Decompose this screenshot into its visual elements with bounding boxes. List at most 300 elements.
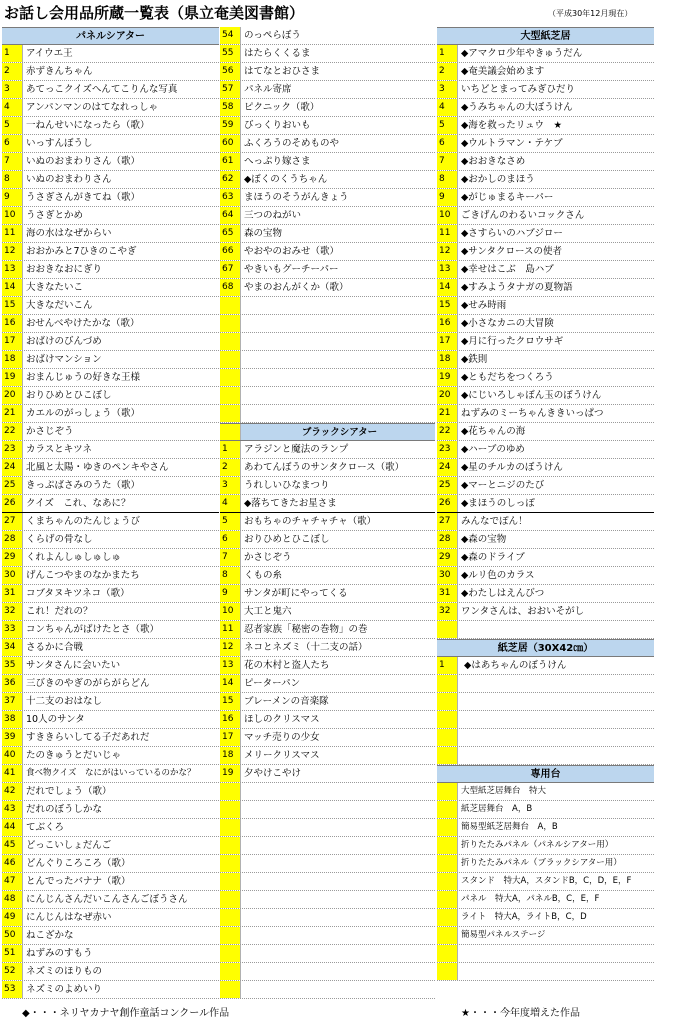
item-title <box>458 693 654 710</box>
list-item <box>437 891 654 909</box>
list-item <box>220 549 435 567</box>
item-title: ライト 特大A，ライトB，C，D <box>461 912 587 922</box>
item-title: おもちゃのチャチャチャ（歌） <box>244 516 377 527</box>
item-number: 6 <box>437 135 458 152</box>
item-title: ◆がじゅまるキーパー <box>461 192 554 203</box>
item-title: ワンタさんは、おおいそがし <box>461 606 585 617</box>
item-number: 55 <box>220 45 241 62</box>
item-title: やおやのおみせ（歌） <box>244 246 340 257</box>
list-item <box>437 441 654 459</box>
item-title: ◆森の宝物 <box>461 534 507 545</box>
item-number: 19 <box>2 369 23 386</box>
item-number <box>437 891 458 908</box>
item-number <box>437 621 458 638</box>
item-number: 24 <box>437 459 458 476</box>
list-item <box>220 63 435 81</box>
list-item <box>2 621 219 639</box>
item-number <box>220 963 241 980</box>
item-title: カエルのがっしょう（歌） <box>26 408 141 419</box>
list-item <box>2 765 219 783</box>
item-number: 2 <box>437 63 458 80</box>
item-title: ◆奄美議会始めます <box>461 66 545 77</box>
list-item <box>437 405 654 423</box>
item-number: 2 <box>2 63 23 80</box>
list-item <box>220 639 435 657</box>
item-number: 57 <box>220 81 241 98</box>
list-item <box>437 99 654 117</box>
blank-row <box>220 909 435 927</box>
item-title: おおきなおにぎり <box>26 264 103 275</box>
item-number: 22 <box>2 423 23 440</box>
item-number: 20 <box>2 387 23 404</box>
section-title: ブラックシアター <box>241 424 435 440</box>
item-number: 61 <box>220 153 241 170</box>
item-title: コンちゃんがばけたとさ（歌） <box>26 624 160 635</box>
list-item <box>2 603 219 621</box>
blank-row <box>220 297 435 315</box>
list-item <box>2 315 219 333</box>
item-title: すききらいしてる子だあれだ <box>26 732 150 743</box>
item-title <box>458 963 654 980</box>
list-item <box>2 441 219 459</box>
item-number: 29 <box>437 549 458 566</box>
list-item <box>437 81 654 99</box>
item-title: ◆わたしはえんびつ <box>461 588 545 599</box>
item-number: 28 <box>437 531 458 548</box>
blank-row <box>437 963 654 981</box>
list-item <box>2 783 219 801</box>
item-number: 15 <box>220 693 241 710</box>
list-item <box>437 225 654 243</box>
item-number: 56 <box>220 63 241 80</box>
list-item <box>2 675 219 693</box>
item-number: 16 <box>220 711 241 728</box>
list-item <box>437 927 654 945</box>
item-title: 三つのねがい <box>244 210 302 221</box>
item-title: これ！だれの？ <box>26 606 93 617</box>
list-item <box>437 351 654 369</box>
list-item <box>220 621 435 639</box>
item-title: とんでったバナナ（歌） <box>26 876 131 887</box>
item-title: ◆小さなカニの大冒険 <box>461 318 554 329</box>
item-number <box>220 783 241 800</box>
item-number: 26 <box>2 495 23 512</box>
list-item <box>437 189 654 207</box>
item-number: 31 <box>437 585 458 602</box>
blank-row <box>437 711 654 729</box>
item-title <box>241 315 435 332</box>
item-number: 5 <box>2 117 23 134</box>
list-item <box>2 657 219 675</box>
list-item <box>437 837 654 855</box>
item-title <box>241 783 435 800</box>
item-title: ◆月に行ったクロウサギ <box>461 336 564 347</box>
list-item <box>2 279 219 297</box>
list-item <box>2 405 219 423</box>
item-number: 15 <box>437 297 458 314</box>
list-item <box>220 567 435 585</box>
item-number: 24 <box>2 459 23 476</box>
list-item <box>220 693 435 711</box>
item-number <box>220 873 241 890</box>
item-title: ◆幸せはこぶ 島ハブ <box>461 264 554 275</box>
blank-row <box>220 855 435 873</box>
item-number: 17 <box>437 333 458 350</box>
list-item <box>2 711 219 729</box>
item-number: 29 <box>2 549 23 566</box>
item-number: 11 <box>2 225 23 242</box>
item-number: 46 <box>2 855 23 872</box>
item-title: げんこつやまのなかまたち <box>26 570 140 581</box>
item-title <box>241 801 435 818</box>
item-number: 12 <box>437 243 458 260</box>
item-number: 6 <box>220 531 241 548</box>
item-number: 3 <box>220 477 241 494</box>
item-number: 41 <box>2 765 23 782</box>
item-number: 1 <box>437 657 458 674</box>
item-number: 5 <box>220 513 241 530</box>
item-number: 10 <box>2 207 23 224</box>
list-item <box>2 225 219 243</box>
item-title: かさじぞう <box>26 426 74 437</box>
list-item <box>2 117 219 135</box>
list-item <box>437 207 654 225</box>
item-number <box>220 369 241 386</box>
item-title: ネズミのほりもの <box>26 966 103 977</box>
list-item <box>2 927 219 945</box>
list-item <box>220 153 435 171</box>
list-item <box>220 117 435 135</box>
item-title <box>241 351 435 368</box>
item-number: 45 <box>2 837 23 854</box>
item-number: 44 <box>2 819 23 836</box>
item-title: まほうのそうがんきょう <box>244 192 349 203</box>
item-title: へっぷり嫁さま <box>244 156 311 167</box>
list-item <box>2 153 219 171</box>
list-item <box>437 855 654 873</box>
list-item <box>220 675 435 693</box>
item-number: 7 <box>437 153 458 170</box>
item-number <box>437 675 458 692</box>
item-number <box>220 819 241 836</box>
list-item <box>220 45 435 63</box>
list-item <box>2 189 219 207</box>
item-title <box>241 369 435 386</box>
list-item <box>2 99 219 117</box>
item-number <box>220 351 241 368</box>
panel-theater-column <box>2 27 219 999</box>
list-item <box>220 81 435 99</box>
item-number: 2 <box>220 459 241 476</box>
list-item <box>437 567 654 585</box>
item-number <box>437 945 458 962</box>
item-title: 大きなたいこ <box>26 282 84 293</box>
item-number: 17 <box>2 333 23 350</box>
item-number: 50 <box>2 927 23 944</box>
list-item <box>220 441 435 459</box>
blank-row <box>437 729 654 747</box>
page-title: お話し会用品所蔵一覧表（県立奄美図書館） <box>4 4 305 22</box>
item-title <box>458 729 654 746</box>
list-item <box>437 387 654 405</box>
item-number: 65 <box>220 225 241 242</box>
list-item <box>2 639 219 657</box>
item-number: 48 <box>2 891 23 908</box>
item-number: 14 <box>2 279 23 296</box>
item-title: 折りたたみパネル（パネルシアター用） <box>461 840 614 850</box>
item-title: ◆森のドライブ <box>461 552 525 563</box>
list-item <box>437 801 654 819</box>
item-title: アンパンマンのはてなれっしゃ <box>26 102 158 113</box>
item-title: ピクニック（歌） <box>244 102 320 113</box>
item-number: 49 <box>2 909 23 926</box>
item-title: ピーターパン <box>244 678 301 689</box>
item-title: くまちゃんのたんじょうび <box>26 516 141 527</box>
item-title: くもの糸 <box>244 570 283 581</box>
list-item <box>437 783 654 801</box>
item-number: 36 <box>2 675 23 692</box>
list-item <box>2 171 219 189</box>
item-number: 9 <box>437 189 458 206</box>
item-number: 40 <box>2 747 23 764</box>
item-title: ◆すみようタナガの夏物語 <box>461 282 573 293</box>
item-title: だれのぼうしかな <box>26 804 103 815</box>
item-title: ◆ハーブのゆめ <box>461 444 525 455</box>
item-number: 14 <box>220 675 241 692</box>
list-item <box>2 477 219 495</box>
item-title: スタンド 特大A，スタンドB，C，D，E，F <box>461 876 632 886</box>
item-title: ◆おおきなさめ <box>461 156 526 167</box>
item-title: 食べ物クイズ なにがはいっているのかな？ <box>26 768 196 778</box>
blank-row <box>220 891 435 909</box>
item-number: 21 <box>437 405 458 422</box>
list-item <box>2 549 219 567</box>
item-number <box>220 945 241 962</box>
item-title: ◆おかしのまほう <box>461 174 535 185</box>
item-title: ほしのクリスマス <box>244 714 320 725</box>
item-number <box>220 981 241 998</box>
item-title: ◆マーとニジのたび <box>461 480 545 491</box>
item-title <box>241 891 435 908</box>
item-title: うれしいひなまつり <box>244 480 330 491</box>
item-title: くれよんしゅしゅしゅ <box>26 552 122 563</box>
blank-row <box>220 963 435 981</box>
item-title: ◆さすらいのハブジロー <box>461 228 563 239</box>
item-number: 43 <box>2 801 23 818</box>
item-number <box>437 693 458 710</box>
item-number <box>437 927 458 944</box>
item-title: あてっこクイズへんてこりんな写真 <box>26 84 178 95</box>
list-item <box>2 873 219 891</box>
item-title: ふくろうのそめものや <box>244 138 340 149</box>
item-title: 北風と太陽・ゆきのペンキやさん <box>26 462 169 473</box>
list-item <box>220 135 435 153</box>
blank-row <box>220 873 435 891</box>
item-number: 17 <box>220 729 241 746</box>
item-title <box>241 927 435 944</box>
item-number <box>437 711 458 728</box>
item-number: 25 <box>437 477 458 494</box>
item-title: マッチ売りの少女 <box>244 732 320 743</box>
list-item <box>2 513 219 531</box>
section-header-black-theater <box>220 423 435 441</box>
item-title <box>241 387 435 404</box>
item-title: やきいもグーチーパー <box>244 264 339 275</box>
list-item <box>220 513 435 531</box>
list-item <box>437 549 654 567</box>
item-title: 忍者家族「秘密の巻物」の巻 <box>244 624 368 635</box>
list-item <box>2 693 219 711</box>
item-number: 30 <box>2 567 23 584</box>
item-number <box>437 819 458 836</box>
item-number: 19 <box>220 765 241 782</box>
item-number: 32 <box>437 603 458 620</box>
list-item <box>2 801 219 819</box>
list-item <box>2 891 219 909</box>
item-number: 66 <box>220 243 241 260</box>
list-item <box>2 531 219 549</box>
item-title: たのきゅうとだいじゃ <box>26 750 122 761</box>
item-title: にんじんさんだいこんさんごぼうさん <box>26 894 188 905</box>
item-number: 23 <box>437 441 458 458</box>
item-title: さるかに合戦 <box>26 642 84 653</box>
item-number: 53 <box>2 981 23 998</box>
item-number <box>220 333 241 350</box>
item-number: 64 <box>220 207 241 224</box>
item-title: どっこいしょだんご <box>26 840 112 851</box>
list-item <box>2 855 219 873</box>
item-title: 海の水はなぜからい <box>26 228 112 239</box>
list-item <box>437 819 654 837</box>
item-title: いちどとまってみぎひだり <box>461 84 576 95</box>
list-item <box>437 603 654 621</box>
item-number: 13 <box>437 261 458 278</box>
section-header-large-kamishibai: 大型紙芝居 <box>437 27 654 45</box>
as-of-date: （平成30年12月現在） <box>548 9 633 18</box>
list-item <box>2 261 219 279</box>
item-title: ◆花ちゃんの海 <box>461 426 526 437</box>
list-item <box>2 207 219 225</box>
item-number <box>220 909 241 926</box>
list-item <box>220 747 435 765</box>
item-title <box>241 963 435 980</box>
list-item <box>2 459 219 477</box>
item-number <box>437 747 458 764</box>
item-number: 18 <box>2 351 23 368</box>
item-title: おりひめとひこぼし <box>26 390 112 401</box>
item-title <box>241 873 435 890</box>
list-item <box>220 711 435 729</box>
item-number: 33 <box>2 621 23 638</box>
list-item <box>220 495 435 513</box>
item-title: 花の木村と盗人たち <box>244 660 330 671</box>
list-item <box>2 729 219 747</box>
item-title: 10人のサンタ <box>26 714 85 725</box>
blank-row <box>220 315 435 333</box>
item-title: ◆うみちゃんの大ぼうけん <box>461 102 573 113</box>
section-header-stands: 専用台 <box>437 765 654 783</box>
list-item <box>2 819 219 837</box>
item-number: 68 <box>220 279 241 296</box>
item-title: 一ねんせいになったら（歌） <box>26 120 150 131</box>
item-number <box>220 927 241 944</box>
list-item <box>437 297 654 315</box>
item-number: 1 <box>437 45 458 62</box>
item-number: 11 <box>220 621 241 638</box>
item-number: 37 <box>2 693 23 710</box>
blank-row <box>220 945 435 963</box>
item-title: 簡易型紙芝居舞台 A，B <box>461 822 558 832</box>
list-item <box>220 603 435 621</box>
blank-row <box>220 819 435 837</box>
item-title: きっぷばさみのうた（歌） <box>26 480 141 491</box>
list-item <box>437 63 654 81</box>
item-title: メリークリスマス <box>244 750 320 761</box>
item-title: いぬのおまわりさん <box>26 174 112 185</box>
item-number: 8 <box>220 567 241 584</box>
item-title: いっすんぼうし <box>26 138 93 149</box>
item-number: 23 <box>2 441 23 458</box>
blank-row <box>220 927 435 945</box>
item-title: ◆せみ時雨 <box>461 300 507 311</box>
item-number: 10 <box>220 603 241 620</box>
item-title: ◆ぼくのくうちゃん <box>244 174 328 185</box>
blank-row <box>437 945 654 963</box>
item-number: 8 <box>2 171 23 188</box>
section-header-panel-theater: パネルシアター <box>2 27 219 45</box>
item-number <box>220 297 241 314</box>
item-title <box>241 945 435 962</box>
item-title <box>241 297 435 314</box>
item-number: 58 <box>220 99 241 116</box>
list-item <box>437 531 654 549</box>
item-title: ねずみのすもう <box>26 948 93 959</box>
item-number <box>437 855 458 872</box>
item-title <box>458 747 654 764</box>
item-title: ◆ともだちをつくろう <box>461 372 554 383</box>
list-item <box>2 135 219 153</box>
item-number: 3 <box>437 81 458 98</box>
item-title: ◆アマクロ少年やきゅうだん <box>461 48 583 59</box>
item-title: 三びきのやぎのがらがらどん <box>26 678 150 689</box>
item-title <box>458 711 654 728</box>
item-number <box>437 801 458 818</box>
item-number: 54 <box>220 27 241 44</box>
list-item <box>2 495 219 513</box>
item-title: ◆にじいろしゃぼん玉のぼうけん <box>461 390 602 401</box>
list-item <box>2 369 219 387</box>
item-number: 1 <box>2 45 23 62</box>
item-title <box>241 981 435 998</box>
item-number <box>220 315 241 332</box>
item-title: 夕やけこやけ <box>244 768 302 779</box>
item-title: 十二支のおはなし <box>26 696 103 707</box>
item-number <box>437 963 458 980</box>
list-item <box>437 423 654 441</box>
item-number: 51 <box>2 945 23 962</box>
list-item <box>437 261 654 279</box>
item-title <box>241 855 435 872</box>
blank-row <box>437 747 654 765</box>
item-title: みんなでぽん！ <box>461 516 528 527</box>
item-number: 38 <box>2 711 23 728</box>
list-item <box>220 657 435 675</box>
item-title: おせんべやけたかな（歌） <box>26 318 140 329</box>
item-title: ◆はあちゃんのぼうけん <box>461 660 567 671</box>
item-number <box>220 424 241 440</box>
list-item <box>2 63 219 81</box>
item-number <box>437 729 458 746</box>
